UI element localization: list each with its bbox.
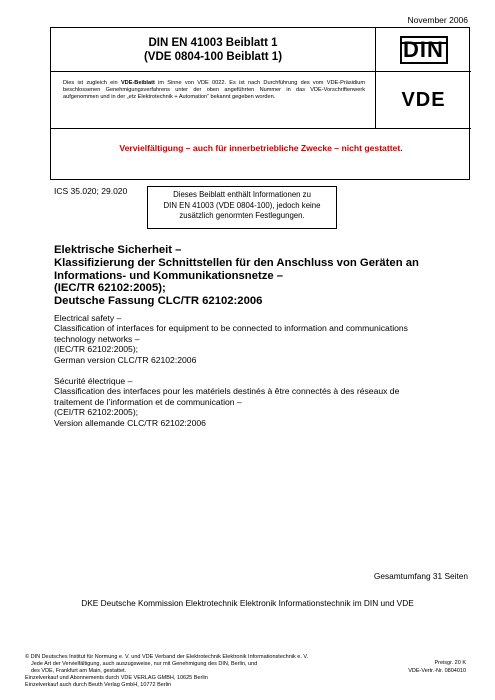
document-subtitle: (VDE 0804-100 Beiblatt 1) bbox=[143, 50, 283, 63]
french-title-line: Classification des interfaces pour les matériels destinés à être connectés à des réseaux de bbox=[54, 386, 400, 397]
french-title-line: Version allemande CLC/TR 62102:2006 bbox=[54, 417, 206, 428]
din-logo-cell bbox=[376, 28, 471, 72]
ics-code: ICS 35.020; 29.020 bbox=[54, 186, 128, 196]
french-title-line: (CEI/TR 62102:2005); bbox=[54, 407, 139, 418]
document-title: DIN EN 41003 Beiblatt 1 bbox=[148, 36, 278, 49]
info-box bbox=[147, 186, 337, 229]
header-frame bbox=[50, 27, 470, 180]
english-title-line: technology networks – bbox=[54, 333, 140, 344]
copyright-line: Einzelverkauf auch durch Beuth Verlag GmbH, 10772 Berlin bbox=[25, 681, 172, 688]
notice-text-pre: Dies ist zugleich ein bbox=[63, 80, 121, 86]
info-line-3: zusätzlich genormten Festlegungen. bbox=[179, 211, 305, 220]
french-title-line: Sécurité électrique – bbox=[54, 376, 133, 386]
info-line-1: Dieses Beiblatt enthält Informationen zu bbox=[173, 190, 311, 199]
german-title-line: Klassifizierung der Schnittstellen für den Anschluss von Geräten an bbox=[54, 256, 419, 269]
english-title bbox=[54, 313, 474, 365]
english-title-line: (IEC/TR 62102:2005); bbox=[54, 344, 139, 355]
notice-text-post: im Sinne von VDE 0022. Es ist nach Durchführung des vom VDE-Präsidium beschlossenen Genehmigungsverfahrens unter der oben angeführten Nummer in das VDE-Vorschriftenwerk aufgenommen und in der „etz Elektrotechnik + Automation“ bekannt gegeben worden. bbox=[63, 80, 365, 100]
english-title-line: Electrical safety – bbox=[54, 313, 122, 323]
notice-text-bold: VDE-Beiblatt bbox=[120, 80, 155, 86]
copy-warning: Vervielfältigung – auch für innerbetriebliche Zwecke – nicht gestattet. bbox=[119, 143, 403, 153]
french-title-line: traitement de l’information et de communication – bbox=[54, 396, 242, 407]
price-group: Preisgr. 20 K bbox=[434, 660, 466, 666]
copyright-line: © DIN Deutsches Institut für Normung e. V. und VDE Verband der Elektrotechnik Elektronik Informationstechnik e. V. bbox=[25, 654, 309, 660]
french-title bbox=[54, 376, 474, 428]
vde-notice bbox=[51, 72, 376, 129]
german-title-line: Elektrische Sicherheit – bbox=[54, 244, 182, 256]
order-number: VDE-Vertr.-Nr. 0804010 bbox=[408, 667, 466, 674]
dke-line: DKE Deutsche Kommission Elektrotechnik Elektronik Informationstechnik im DIN und VDE bbox=[81, 598, 414, 608]
din-logo: DIN bbox=[400, 36, 448, 64]
document-title-box bbox=[51, 28, 376, 72]
copyright-line: des VDE, Frankfurt am Main, gestattet. bbox=[31, 667, 127, 674]
german-title-line: Deutsche Fassung CLC/TR 62102:2006 bbox=[54, 295, 263, 308]
copyright-line: Einzelverkauf und Abonnements durch VDE VERLAG GMBH, 10625 Berlin bbox=[25, 674, 208, 681]
vde-logo: VDE bbox=[401, 88, 446, 111]
publication-date: November 2006 bbox=[407, 15, 468, 25]
german-title bbox=[54, 244, 474, 308]
english-title-line: Classification of interfaces for equipment to be connected to information and communications bbox=[54, 323, 408, 334]
english-title-line: German version CLC/TR 62102:2006 bbox=[54, 354, 197, 365]
german-title-line: (IEC/TR 62102:2005); bbox=[54, 282, 166, 295]
copyright-line: Jede Art der Vervielfältigung, auch auszugsweise, nur mit Genehmigung des DIN, Berlin, und bbox=[31, 660, 258, 667]
german-title-line: Informations- und Kommunikationsnetze – bbox=[54, 269, 284, 282]
info-line-2: DIN EN 41003 (VDE 0804-100), jedoch keine bbox=[163, 200, 321, 210]
vde-logo-cell bbox=[376, 72, 471, 129]
price-info bbox=[408, 660, 466, 676]
copyright-notice bbox=[25, 654, 375, 689]
page-count: Gesamtumfang 31 Seiten bbox=[373, 571, 468, 581]
